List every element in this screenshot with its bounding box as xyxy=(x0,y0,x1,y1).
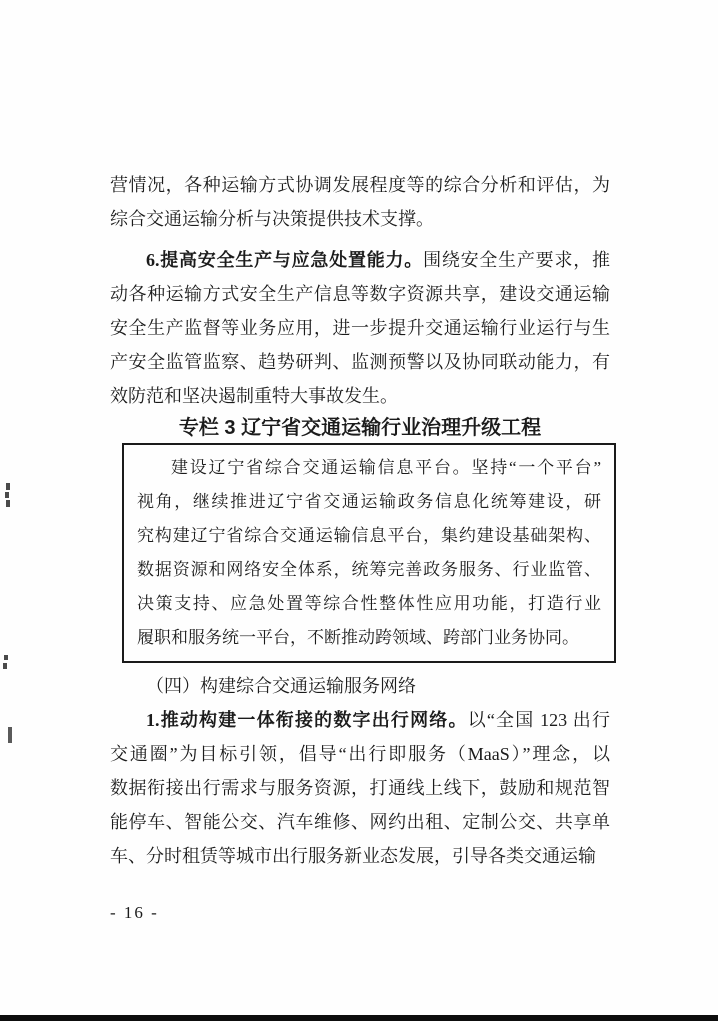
body-line-text: 围绕安全生产要求，推 xyxy=(423,250,610,270)
body-line-text: 以“全国 123 出行 xyxy=(467,710,610,730)
section-heading: （四）构建综合交通运输服务网络 xyxy=(146,676,416,696)
body-line xyxy=(110,703,610,737)
body-line: 能停车、智能公交、汽车维修、网约出租、定制公交、共享单 xyxy=(110,812,610,832)
paragraph-lead-bold: 1.推动构建一体衔接的数字出行网络。 xyxy=(146,710,468,730)
paragraph-lead-bold: 6.提高安全生产与应急处置能力。 xyxy=(146,250,424,270)
body-line: 安全生产监督等业务应用，进一步提升交通运输行业运行与生 xyxy=(110,318,610,338)
scan-artifact-mark xyxy=(5,492,9,498)
box-line: 数据资源和网络安全体系，统筹完善政务服务、行业监管、 xyxy=(137,560,601,579)
scan-artifact-mark xyxy=(6,500,10,507)
scan-artifact-bar xyxy=(8,727,12,743)
box-line: 视角，继续推进辽宁省交通运输政务信息化统筹建设，研 xyxy=(137,492,601,511)
feature-box-title: 专栏 3 辽宁省交通运输行业治理升级工程 xyxy=(178,417,542,439)
body-line: 效防范和坚决遏制重特大事故发生。 xyxy=(110,386,398,406)
body-line: 综合交通运输分析与决策提供技术支撑。 xyxy=(110,209,434,229)
scan-artifact-mark xyxy=(4,655,8,660)
scan-artifact-mark xyxy=(6,483,10,490)
body-line: 产安全监管监察、趋势研判、监测预警以及协同联动能力，有 xyxy=(110,352,610,372)
body-line xyxy=(110,243,610,277)
box-line: 决策支持、应急处置等综合性整体性应用功能，打造行业 xyxy=(137,594,601,613)
box-line: 履职和服务统一平台，不断推动跨领域、跨部门业务协同。 xyxy=(137,628,579,647)
page-body xyxy=(110,0,610,923)
body-line: 营情况，各种运输方式协调发展程度等的综合分析和评估，为 xyxy=(110,175,610,195)
scan-artifact-mark xyxy=(3,663,7,669)
page-number: - 16 - xyxy=(110,903,159,922)
body-line: 交通圈”为目标引领，倡导“出行即服务（MaaS）”理念，以 xyxy=(110,744,610,764)
feature-box xyxy=(122,443,616,663)
body-line: 车、分时租赁等城市出行服务新业态发展，引导各类交通运输 xyxy=(110,846,596,866)
box-line: 究构建辽宁省综合交通运输信息平台，集约建设基础架构、 xyxy=(137,526,601,545)
body-line: 动各种运输方式安全生产信息等数字资源共享，建设交通运输 xyxy=(110,284,610,304)
box-line: 建设辽宁省综合交通运输信息平台。坚持“一个平台” xyxy=(171,458,601,477)
body-line: 数据衔接出行需求与服务资源，打通线上线下，鼓励和规范智 xyxy=(110,778,610,798)
scan-edge-bar xyxy=(0,1015,718,1021)
